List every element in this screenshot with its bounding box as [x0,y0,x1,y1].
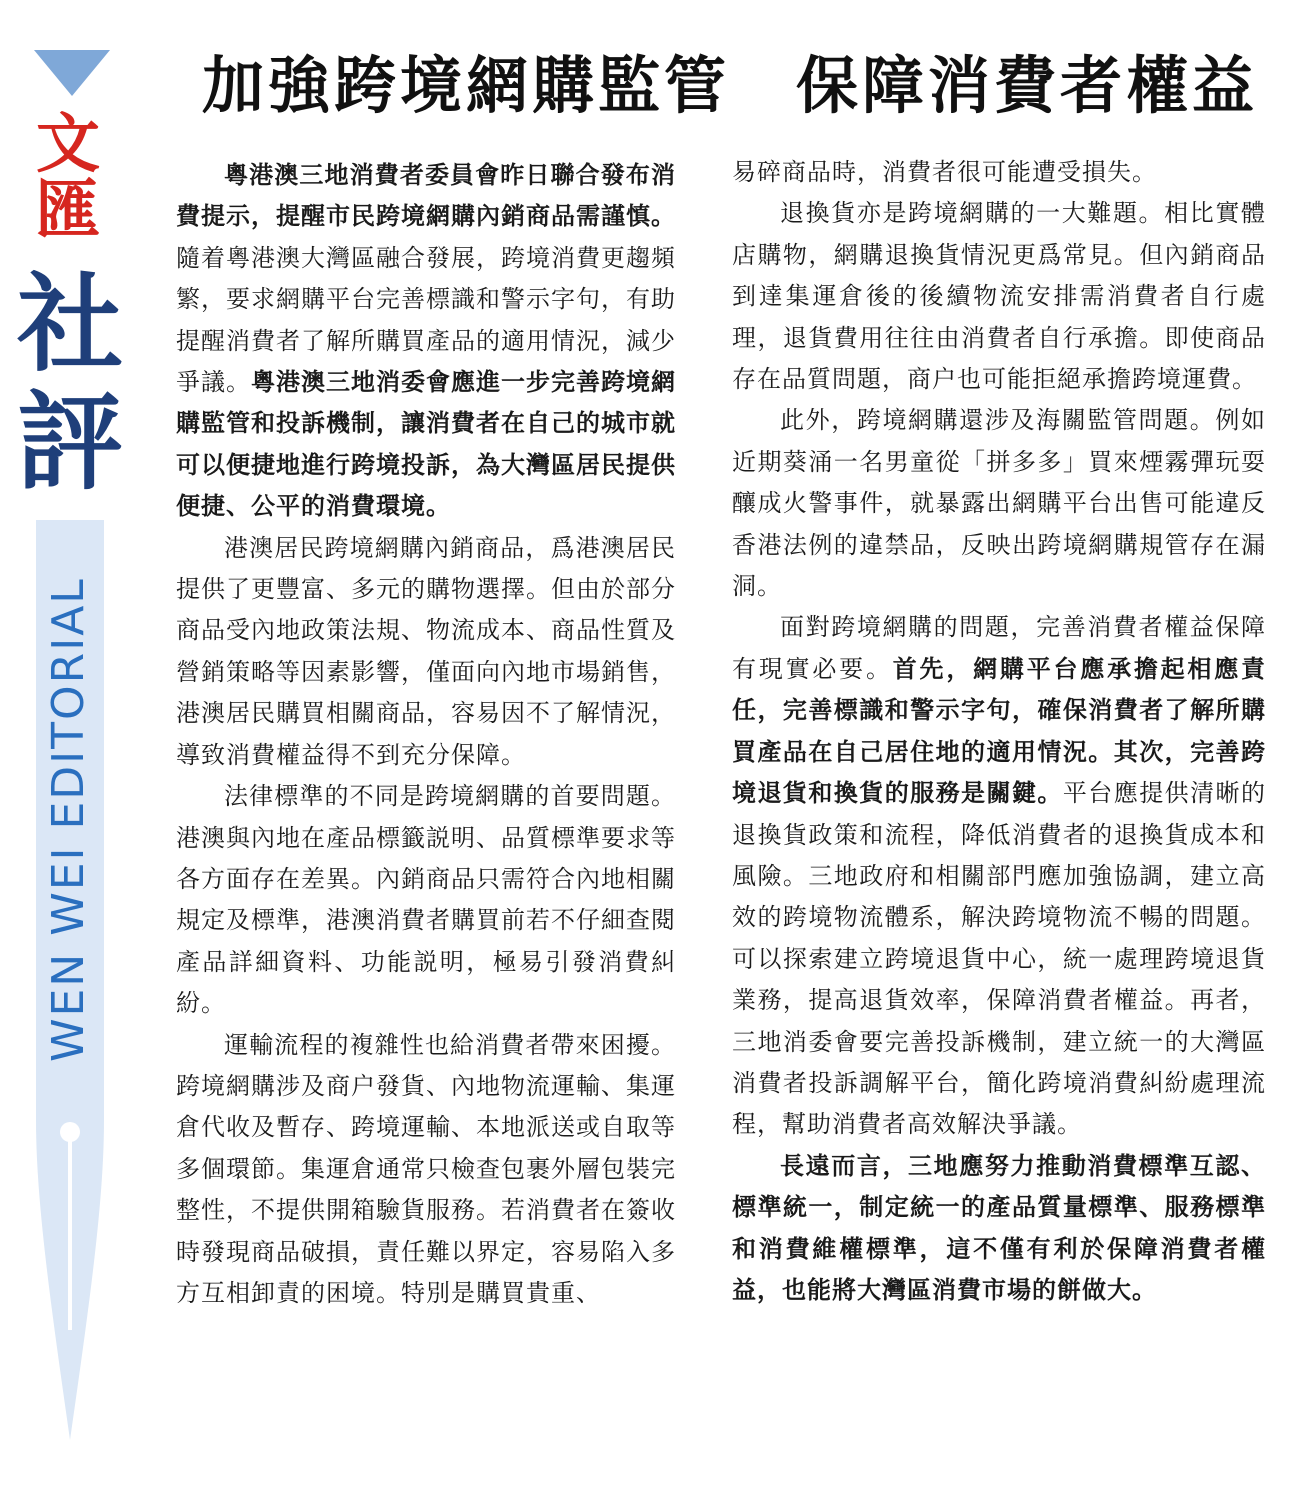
pen-nib-icon [30,1080,110,1440]
p7-bold: 首先，網購平台應承擔起相應責任，完善標識和警示字句，確保消費者了解所購買產品在自己居住地的適用情況。其次，完善跨境退貨和換貨的服務是關鍵。 [732,654,1267,808]
paragraph-6: 此外，跨境網購還涉及海關監管問題。例如近期葵涌一名男童從「拼多多」買來煙霧彈玩耍釀成火警事件，就暴露出網購平台出售可能違反香港法例的違禁品，反映出跨境網購規管存在漏洞。 [732,406,1266,601]
lead-bold-b: 粵港澳三地消委會應進一步完善跨境網購監管和投訴機制，讓消費者在自己的城市就可以便捷地進行跨境投訴，為大灣區居民提供便捷、公平的消費環境。 [176,368,676,521]
p7-regular-a: 面對跨境網購的問題，完善消費者權益保障有現實必要。 [732,613,1266,683]
paragraph-5: 退換貨亦是跨境網購的一大難題。相比實體店購物，網購退換貨情況更爲常見。但內銷商品到達集運倉後的後續物流安排需消費者自行處理，退貨費用往往由消費者自行承擔。即使商品存在品質問題，商户也可能拒絕承擔跨境運費。 [732,199,1266,394]
brand-wenhui-logo: 文匯 [36,108,100,248]
paragraph-3: 法律標準的不同是跨境網購的首要問題。港澳與內地在產品標籤説明、品質標準要求等各方面存在差異。內銷商品只需符合內地相關規定及標準，港澳消費者購買前若不仔細查閱產品詳細資料、功能説明，極易引發消費糾紛。 [176,782,676,1018]
p7-regular-c: 平台應提供清晰的退換貨政策和流程，降低消費者的退換貨成本和風險。三地政府和相關部門應加強協調，建立高效的跨境物流體系，解決跨境物流不暢的問題。可以探索建立跨境退貨中心，統一處理跨境退貨業務，提高退貨效率，保障消費者權益。再者，三地消委會要完善投訴機制，建立統一的大灣區消費者投訴調解平台，簡化跨境消費糾紛處理流程，幫助消費者高效解決爭議。 [732,779,1267,1139]
paragraph-8 [732,1146,1266,1312]
paragraph-4: 運輸流程的複雜性也給消費者帶來困擾。跨境網購涉及商户發貨、內地物流運輸、集運倉代收及暫存、跨境運輸、本地派送或自取等多個環節。集運倉通常只檢查包裹外層包裝完整性，不提供開箱驗貨服務。若消費者在簽收時發現商品破損，責任難以界定，容易陷入多方互相卸責的困境。特別是購買貴重、 [176,1030,676,1307]
brand-english-label: WEN WEI EDITORIAL [43,577,94,1062]
article-column-left [176,155,676,1314]
brand-editorial-title: 社評 [17,261,123,504]
paragraph-4-continued: 易碎商品時，消費者很可能遭受損失。 [732,158,1157,186]
paragraph-2: 港澳居民跨境網購內銷商品，爲港澳居民提供了更豐富、多元的購物選擇。但由於部分商品受內地政策法規、物流成本、商品性質及營銷策略等因素影響，僅面向內地市場銷售，港澳居民購買相關商品，容易因不了解情況，導致消費權益得不到充分保障。 [176,533,676,769]
headline: 加強跨境網購監管 保障消費者權益 [201,49,1258,122]
triangle-marker-icon [34,50,110,96]
lead-regular: 隨着粵港澳大灣區融合發展，跨境消費更趨頻繁，要求網購平台完善標識和警示字句，有助提醒消費者了解所購買產品的適用情況，減少爭議。 [176,243,676,397]
paragraph-7 [732,607,1266,1145]
lead-bold-a: 粵港澳三地消費者委員會昨日聯合發布消費提示，提醒市民跨境網購內銷商品需謹慎。 [176,161,676,231]
brand-strip [0,0,150,1511]
article-column-right [732,152,1266,1311]
paragraph-1 [176,155,676,528]
p8-bold: 長遠而言，三地應努力推動消費標準互認、標準統一，制定統一的產品質量標準、服務標準和消費維權標準，這不僅有利於保障消費者權益，也能將大灣區消費市場的餅做大。 [732,1151,1266,1304]
